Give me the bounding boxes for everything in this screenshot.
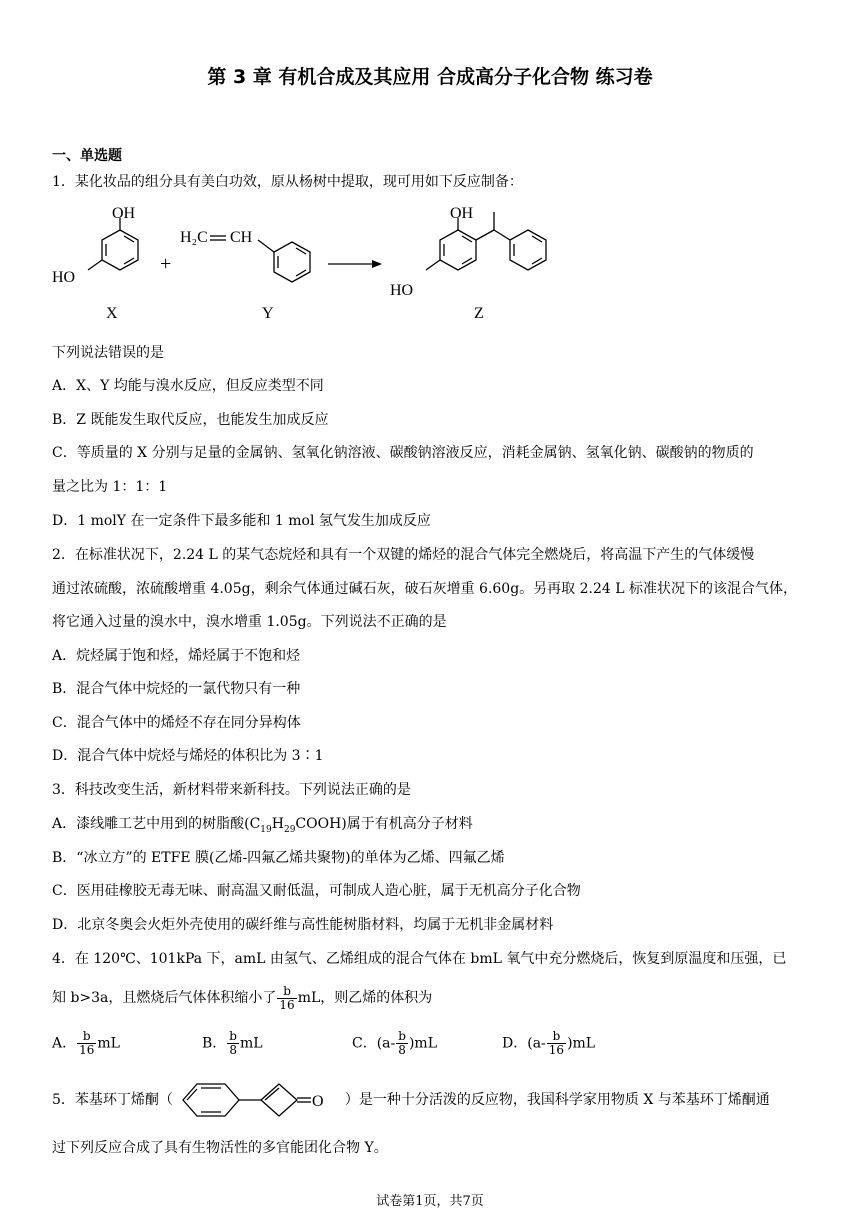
q4-l2-pre: 知 b>3a，且燃烧后气体体积缩小了 <box>52 990 277 1006</box>
page-title: 第 3 章 有机合成及其应用 合成高分子化合物 练习卷 <box>207 66 653 88</box>
q5-stem-line2: 过下列反应合成了具有生物活性的多官能团化合物 Y。 <box>52 1140 388 1156</box>
q3-option-b: B．“冰立方”的 ETFE 膜(乙烯-四氟乙烯共聚物)的单体为乙烯、四氟乙烯 <box>52 850 505 866</box>
q1-option-d: D．1 molY 在一定条件下最多能和 1 mol 氢气发生加成反应 <box>52 513 431 529</box>
q1-option-c-line1: C．等质量的 X 分别与足量的金属钠、氢氧化钠溶液、碳酸钠溶液反应，消耗金属钠、氢氧化钠、碳酸钠的物质的 <box>52 445 754 461</box>
q2-stem-line1: 2．在标准状况下，2.24 L 的某气态烷烃和具有一个双键的烯烃的混合气体完全燃烧后，将高温下产生的气体缓慢 <box>52 547 755 563</box>
q4-fraction: $\frac{b}{16}$ <box>279 983 295 1012</box>
q2-stem-line3: 将它通入过量的溴水中，溴水增重 1.05g。下列说法不正确的是 <box>52 614 447 630</box>
q4-stem-line2 <box>52 980 432 1016</box>
x-ho-label: HO <box>52 269 76 286</box>
compound-z-label: Z <box>474 305 484 322</box>
q4-option-b: B． $\frac{b}{8}$ mL <box>202 1029 263 1057</box>
q3-a-sub2: 29 <box>283 824 296 835</box>
compound-x-label: X <box>106 305 118 322</box>
q3-a-pre: A．漆线雕工艺中用到的树脂酸(C <box>52 816 261 832</box>
phenylcyclobutenone-structure <box>173 1080 345 1120</box>
q2-stem-line2: 通过浓硫酸，浓硫酸增重 4.05g，剩余气体通过碱石灰，破石灰增重 6.60g。另再取 2.24 L 标准状况下的该混合气体， <box>52 581 797 597</box>
z-ho-label: HO <box>390 282 414 299</box>
page-footer: 试卷第1页，共7页 <box>376 1194 484 1209</box>
y-ch-label: CH <box>230 229 253 246</box>
y-h2c-label: H₂C <box>180 229 208 246</box>
q4-option-a: A． $\frac{b}{16}$ mL <box>52 1029 120 1057</box>
q3-option-c: C．医用硅橡胶无毒无味、耐高温又耐低温，可制成人造心脏，属于无机高分子化合物 <box>52 883 581 899</box>
q3-a-mid: H <box>271 816 284 832</box>
q5-pre: 5．苯基环丁烯酮（ <box>52 1092 173 1108</box>
q1-stem: 1．某化妆品的组分具有美白功效，原从杨树中提取，现可用如下反应制备： <box>52 174 523 190</box>
q2-option-c: C．混合气体中的烯烃不存在同分异构体 <box>52 715 301 731</box>
q3-option-a <box>52 814 473 840</box>
q5-stem-line1 <box>52 1080 770 1120</box>
q1-option-b: B．Z 既能发生取代反应，也能发生加成反应 <box>52 412 329 428</box>
q5-post: ）是一种十分活泼的反应物，我国科学家用物质 X 与苯基环丁烯酮通 <box>344 1092 770 1108</box>
q2-option-a: A．烷烃属于饱和烃，烯烃属于不饱和烃 <box>52 648 301 664</box>
z-oh-label: OH <box>450 205 474 222</box>
q1-option-a: A．X、Y 均能与溴水反应，但反应类型不同 <box>52 378 324 394</box>
q1-option-c-line2: 量之比为 1：1：1 <box>52 479 168 495</box>
q3-a-post: COOH)属于有机高分子材料 <box>295 816 473 832</box>
q1-reaction-scheme <box>48 198 648 323</box>
q4-l2-post: mL，则乙烯的体积为 <box>297 990 433 1006</box>
carbonyl-o-label: O <box>311 1093 324 1110</box>
q4-option-c: C．(a- $\frac{b}{8}$ )mL <box>352 1029 437 1057</box>
compound-y-label: Y <box>262 305 274 322</box>
q3-option-d: D．北京冬奥会火炬外壳使用的碳纤维与高性能树脂材料，均属于无机非金属材料 <box>52 917 554 933</box>
plus-sign: + <box>160 253 172 275</box>
q1-prompt: 下列说法错误的是 <box>52 345 164 361</box>
section-heading: 一、单选题 <box>52 148 122 164</box>
q4-option-d: D．(a- $\frac{b}{16}$ )mL <box>502 1029 596 1057</box>
q3-a-sub1: 19 <box>260 824 272 835</box>
q2-option-b: B．混合气体中烷烃的一氯代物只有一种 <box>52 681 301 697</box>
x-oh-label: OH <box>112 205 136 222</box>
q2-option-d: D．混合气体中烷烃与烯烃的体积比为 3∶1 <box>52 748 324 764</box>
q3-stem: 3．科技改变生活，新材料带来新科技。下列说法正确的是 <box>52 782 411 798</box>
q4-stem-line1: 4．在 120℃、101kPa 下，amL 由氢气、乙烯组成的混合气体在 bmL 氧气中充分燃烧后，恢复到原温度和压强，已 <box>52 951 787 967</box>
